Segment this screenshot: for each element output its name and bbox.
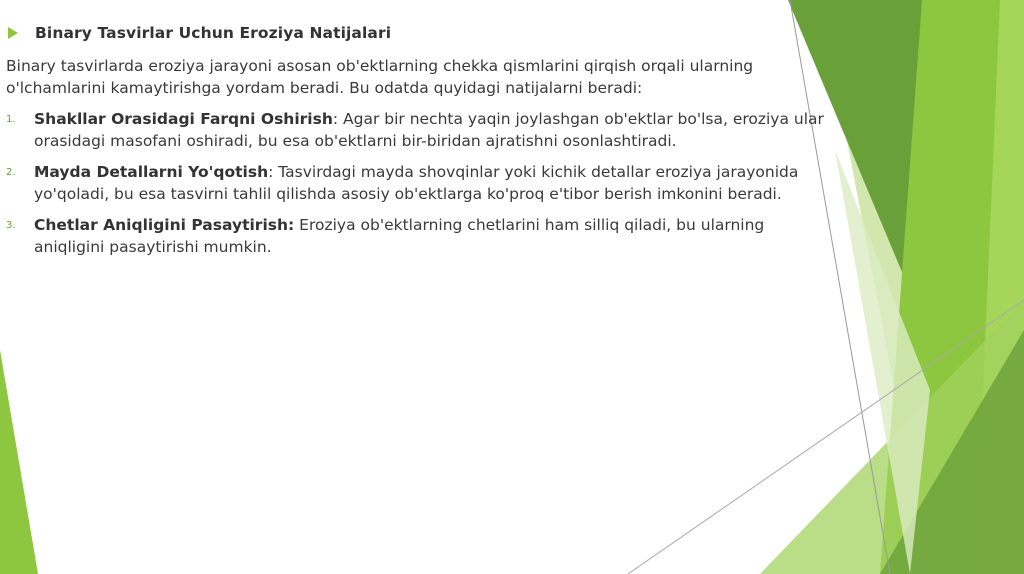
numbered-list: [6, 108, 826, 258]
list-item: [6, 161, 826, 205]
triangle-bullet-icon: [8, 27, 18, 39]
list-item-body: : Tasvirdagi mayda shovqinlar yoki kichik detallar eroziya jarayonida yo'qoladi, bu esa tasvirni tahlil qilishda asosiy ob'ektlarga ko'proq e'tibor berish imkonini beradi.: [34, 163, 799, 203]
list-number: 3.: [6, 220, 16, 231]
list-item: [6, 108, 826, 152]
intro-paragraph: Binary tasvirlarda eroziya jarayoni asosan ob'ektlarning chekka qismlarini qirqish orqali ularning o'lchamlarini kamaytirishga yordam beradi. Bu odatda quyidagi natijalarni beradi:: [6, 57, 754, 97]
left-green-sliver: [0, 350, 38, 574]
list-item: [6, 214, 826, 258]
heading-row: [8, 18, 826, 48]
list-number: 2.: [6, 167, 16, 178]
list-item-text: [34, 214, 826, 258]
list-item-title: Shakllar Orasidagi Farqni Oshirish: [34, 110, 333, 128]
list-item-body: Eroziya ob'ektlarning chetlarini ham silliq qiladi, bu ularning aniqligini pasaytirishi mumkin.: [34, 216, 765, 256]
list-number: 1.: [6, 114, 16, 125]
list-item-title: Chetlar Aniqligini Pasaytirish:: [34, 216, 295, 234]
list-item-body: : Agar bir nechta yaqin joylashgan ob'ektlar bo'lsa, eroziya ular orasidagi masofani oshiradi, bu esa ob'ektlarni bir-biridan ajratishni osonlashtiradi.: [34, 110, 824, 150]
list-item-text: [34, 108, 826, 152]
list-item-title: Mayda Detallarni Yo'qotish: [34, 163, 269, 181]
list-item-text: [34, 161, 826, 205]
slide-heading: Binary Tasvirlar Uchun Eroziya Natijalari: [35, 24, 392, 42]
slide-content: [6, 18, 826, 267]
